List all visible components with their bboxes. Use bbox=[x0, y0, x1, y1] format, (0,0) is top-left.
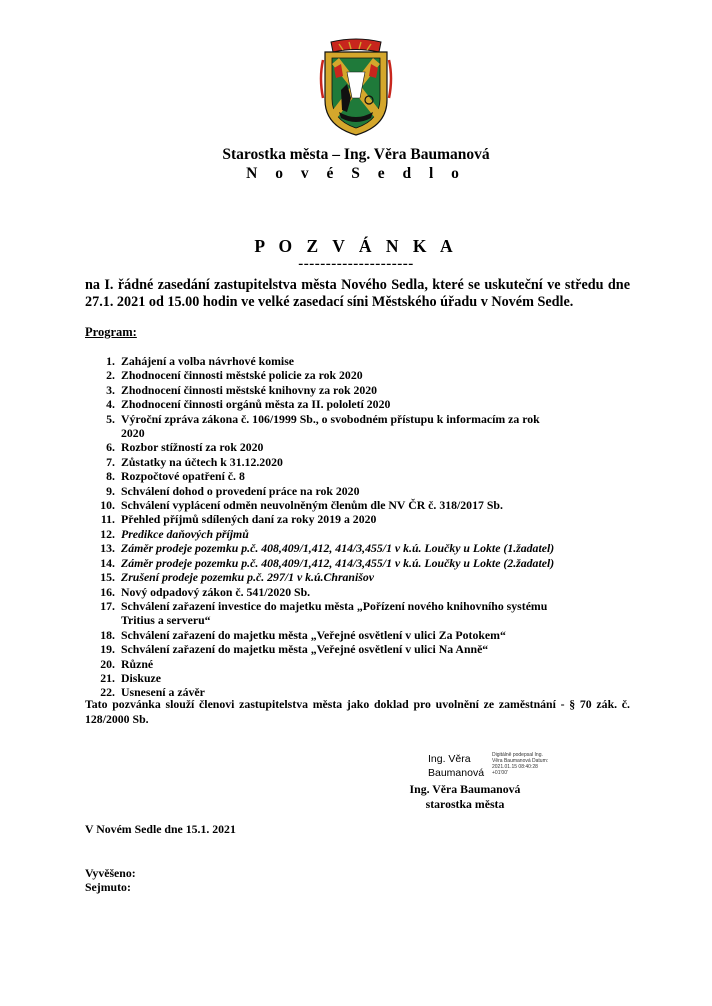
program-item-number: 6. bbox=[106, 440, 115, 455]
program-item bbox=[85, 383, 555, 397]
program-item-number: 17. bbox=[100, 598, 115, 613]
program-item bbox=[85, 585, 555, 599]
digital-signature-name-line1: Ing. Věra bbox=[428, 753, 471, 765]
program-item-text: Výroční zpráva zákona č. 106/1999 Sb., o svobodném přístupu k informacím za rok 2020 bbox=[121, 411, 540, 441]
digital-signature-detail: Digitálně podepsal Ing. Věra Baumanová Datum: 2021.01.15 08:40:28 +01'00' bbox=[492, 752, 549, 776]
program-item-number: 9. bbox=[106, 483, 115, 498]
program-item-number: 10. bbox=[100, 498, 115, 513]
program-item-text: Záměr prodeje pozemku p.č. 408,409/1,412, 414/3,455/1 v k.ú. Loučky u Lokte (2.žadatel) bbox=[121, 555, 555, 570]
program-item-text: Zhodnocení činnosti městské knihovny za rok 2020 bbox=[121, 382, 378, 397]
program-item-text: Různé bbox=[121, 656, 154, 671]
program-item-number: 12. bbox=[100, 526, 115, 541]
program-item bbox=[85, 570, 555, 584]
program-item-text: Zůstatky na účtech k 31.12.2020 bbox=[121, 454, 283, 469]
program-item-text: Diskuze bbox=[121, 670, 161, 685]
program-item-text: Schválení zařazení do majetku města „Veřejné osvětlení v ulici Za Potokem“ bbox=[121, 627, 506, 642]
invitation-intro: na I. řádné zasedání zastupitelstva města Nového Sedla, které se uskuteční ve středu dne 27.1. 2021 od 15.00 hodin ve velké zasedací síni Městského úřadu v Novém Sedle. bbox=[85, 277, 630, 310]
program-item bbox=[85, 541, 555, 555]
program-item bbox=[85, 354, 555, 368]
posted-label: Vyvěšeno: bbox=[85, 866, 136, 880]
program-item bbox=[85, 469, 555, 483]
program-item-text: Schválení vyplácení odměn neuvolněným členům dle NV ČR č. 318/2017 Sb. bbox=[121, 498, 503, 513]
program-heading: Program: bbox=[85, 325, 137, 339]
program-item-text: Zhodnocení činnosti orgánů města za II. pololetí 2020 bbox=[121, 397, 391, 412]
program-item-text: Schválení dohod o provedení práce na rok 2020 bbox=[121, 483, 360, 498]
program-item-number: 7. bbox=[106, 454, 115, 469]
program-item-number: 3. bbox=[106, 382, 115, 397]
program-item bbox=[85, 556, 555, 570]
program-item-number: 2. bbox=[106, 368, 115, 383]
program-item bbox=[85, 628, 555, 642]
program-item-number: 20. bbox=[100, 656, 115, 671]
program-item-number: 19. bbox=[100, 642, 115, 657]
program-item bbox=[85, 657, 555, 671]
program-item-text: Rozpočtové opatření č. 8 bbox=[121, 469, 245, 484]
signer-block bbox=[395, 782, 535, 811]
program-item bbox=[85, 440, 555, 454]
removed-label: Sejmuto: bbox=[85, 880, 131, 894]
program-item-number: 14. bbox=[100, 555, 115, 570]
program-item bbox=[85, 397, 555, 411]
program-item-number: 15. bbox=[100, 570, 115, 585]
program-item-number: 16. bbox=[100, 584, 115, 599]
program-item bbox=[85, 512, 555, 526]
title-underline-dashes: --------------------- bbox=[298, 256, 414, 272]
employment-note: Tato pozvánka slouží členovi zastupitelstva města jako doklad pro uvolnění ze zaměstnání - § 70 zák. č. 128/2000 Sb. bbox=[85, 697, 630, 726]
program-item-text: Záměr prodeje pozemku p.č. 408,409/1,412, 414/3,455/1 v k.ú. Loučky u Lokte (1.žadatel) bbox=[121, 541, 555, 556]
program-item-number: 11. bbox=[100, 512, 115, 527]
town-name: N o v é S e d l o bbox=[246, 165, 466, 182]
mayor-line: Starostka města – Ing. Věra Baumanová bbox=[222, 146, 490, 163]
signer-role: starostka města bbox=[425, 796, 505, 811]
program-item-text: Zhodnocení činnosti městské policie za rok 2020 bbox=[121, 368, 363, 383]
program-item bbox=[85, 642, 555, 656]
signer-name: Ing. Věra Baumanová bbox=[409, 782, 521, 796]
program-item-number: 13. bbox=[100, 541, 115, 556]
program-item bbox=[85, 455, 555, 469]
program-item bbox=[85, 671, 555, 685]
program-item bbox=[85, 498, 555, 512]
program-item-text: Usnesení a závěr bbox=[121, 685, 205, 700]
posting-record bbox=[85, 866, 136, 894]
program-item-text: Nový odpadový zákon č. 541/2020 Sb. bbox=[121, 584, 311, 599]
program-item bbox=[85, 599, 555, 628]
program-item-number: 8. bbox=[106, 469, 115, 484]
program-item-text: Predikce daňových příjmů bbox=[121, 526, 249, 541]
town-coat-of-arms bbox=[317, 38, 395, 138]
program-item-number: 5. bbox=[106, 411, 115, 426]
document-title: P O Z V Á N K A bbox=[254, 236, 458, 256]
digital-signature-name bbox=[428, 752, 488, 780]
program-item-text: Rozbor stížností za rok 2020 bbox=[121, 440, 264, 455]
place-and-date: V Novém Sedle dne 15.1. 2021 bbox=[85, 822, 236, 836]
digital-signature-name-line2: Baumanová bbox=[428, 767, 485, 779]
program-item-number: 4. bbox=[106, 397, 115, 412]
program-item-text: Zrušení prodeje pozemku p.č. 297/1 v k.ú.Chranišov bbox=[121, 570, 374, 585]
program-item-number: 1. bbox=[106, 354, 115, 368]
program-item-number: 21. bbox=[100, 670, 115, 685]
program-item bbox=[85, 527, 555, 541]
program-item bbox=[85, 368, 555, 382]
program-list bbox=[85, 354, 555, 700]
program-item-text: Schválení zařazení investice do majetku města „Pořízení nového knihovního systému Tritius a serveru“ bbox=[121, 598, 548, 628]
program-item bbox=[85, 484, 555, 498]
program-item-text: Přehled příjmů sdílených daní za roky 2019 a 2020 bbox=[121, 512, 377, 527]
program-item bbox=[85, 412, 555, 441]
program-item-number: 22. bbox=[100, 685, 115, 700]
program-item-number: 18. bbox=[100, 627, 115, 642]
program-item-text: Schválení zařazení do majetku města „Veřejné osvětlení v ulici Na Anně“ bbox=[121, 642, 489, 657]
program-item-text: Zahájení a volba návrhové komise bbox=[121, 354, 295, 368]
